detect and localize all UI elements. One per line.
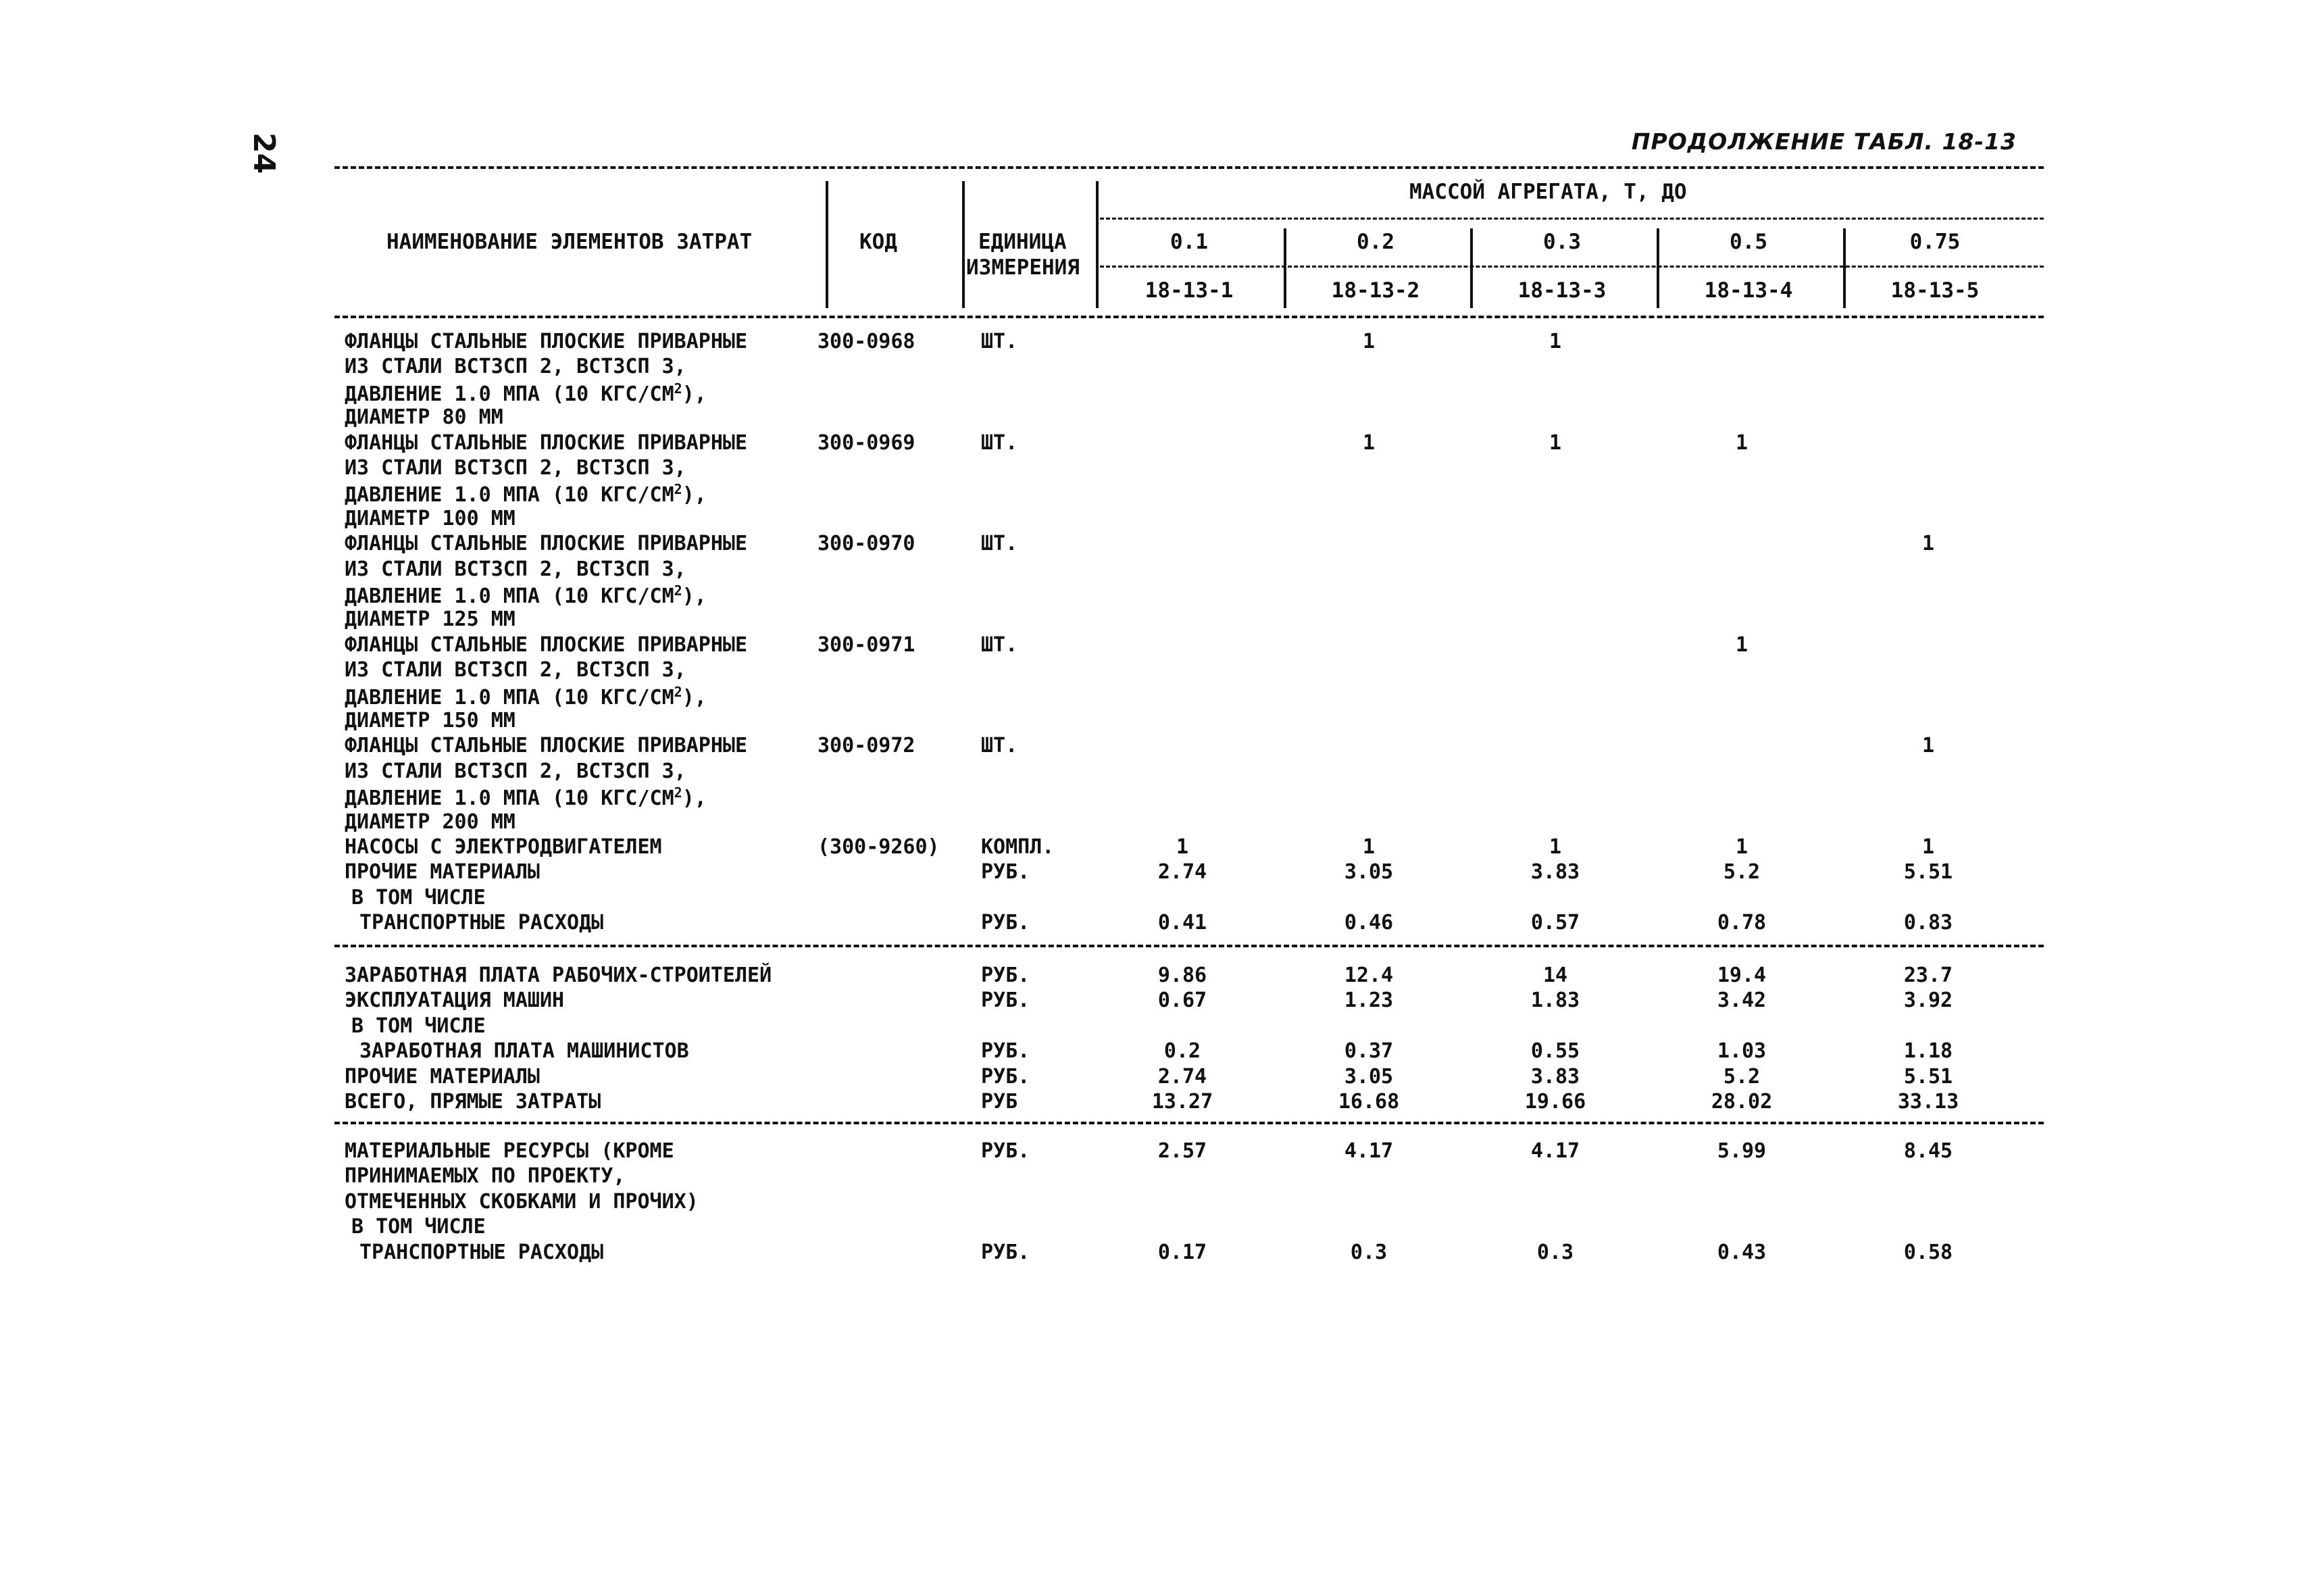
row-unit: РУБ. [981, 1139, 1030, 1163]
row-value: 1 [1549, 330, 1562, 353]
table-row [345, 380, 2040, 405]
table-row [345, 784, 2040, 809]
row-name: В ТОМ ЧИСЛЕ [351, 885, 486, 909]
header-bottom-rule [334, 316, 2044, 318]
row-value: 0.3 [1536, 1240, 1574, 1264]
row-name: ДИАМЕТР 125 ММ [345, 607, 515, 632]
row-name-superscript: 2 [674, 784, 682, 801]
row-value: 0.57 [1530, 911, 1580, 935]
row-value: 3.83 [1530, 860, 1580, 884]
table-row [345, 911, 2040, 936]
table-row [345, 1215, 2040, 1240]
row-unit: РУБ [981, 1090, 1018, 1114]
table-row [345, 633, 2040, 658]
row-unit: РУБ. [981, 964, 1030, 987]
row-name: ИЗ СТАЛИ ВСТ3СП 2, ВСТ3СП 3, [345, 355, 686, 379]
row-value: 1 [1549, 835, 1562, 859]
header-divider [1096, 181, 1099, 308]
row-value: 28.02 [1711, 1090, 1773, 1114]
header-unit-col: ЕДИНИЦА [978, 230, 1067, 254]
row-value: 14 [1542, 964, 1568, 987]
table-row [345, 860, 2040, 885]
row-unit: РУБ. [981, 860, 1030, 884]
row-value: 0.37 [1344, 1039, 1394, 1064]
table-row [345, 1139, 2040, 1164]
header-divider [1470, 228, 1473, 308]
row-value: 1.83 [1530, 989, 1580, 1013]
row-value: 5.2 [1723, 1064, 1761, 1089]
row-name: ВСЕГО, ПРЯМЫЕ ЗАТРАТЫ [345, 1090, 601, 1114]
row-name-superscript: 2 [674, 481, 682, 498]
row-value: 4.17 [1530, 1139, 1580, 1163]
row-name: ДИАМЕТР 150 ММ [345, 709, 515, 732]
row-name-superscript: 2 [674, 582, 682, 599]
row-name: ПРОЧИЕ МАТЕРИАЛЫ [345, 860, 540, 884]
row-name: ДАВЛЕНИЕ 1.0 МПА (10 КГС/$СМ^2$), [345, 481, 707, 507]
row-unit: РУБ. [981, 911, 1030, 935]
row-value: 1 [1921, 532, 1935, 556]
header-mass: 0.2 [1357, 230, 1394, 254]
row-code: 300-0970 [818, 532, 915, 556]
row-value: 0.46 [1344, 911, 1394, 935]
table-row [345, 582, 2040, 607]
row-name: ПРОЧИЕ МАТЕРИАЛЫ [345, 1064, 540, 1089]
row-value: 1 [1362, 835, 1376, 859]
row-name: ИЗ СТАЛИ ВСТ3СП 2, ВСТ3СП 3, [345, 557, 686, 581]
row-value: 1.18 [1903, 1039, 1953, 1064]
row-value: 19.66 [1524, 1090, 1586, 1114]
row-value: 1.03 [1717, 1039, 1767, 1064]
header-code-col: КОД [859, 230, 897, 254]
row-name: ИЗ СТАЛИ ВСТ3СП 2, ВСТ3СП 3, [345, 456, 686, 480]
table-row [345, 658, 2040, 683]
table-row [345, 835, 2040, 860]
row-name: ДИАМЕТР 200 ММ [345, 809, 515, 834]
row-value: 1 [1362, 430, 1376, 455]
row-value: 1 [1735, 632, 1749, 657]
table-caption: ПРОДОЛЖЕНИЕ ТАБЛ. 18-13 [1631, 128, 2017, 155]
row-value: 23.7 [1903, 964, 1953, 987]
row-value: 3.05 [1344, 860, 1394, 884]
header-top-rule [334, 166, 2044, 169]
row-value: 0.41 [1157, 911, 1207, 935]
table-row [345, 330, 2040, 355]
row-unit: РУБ. [981, 1039, 1030, 1064]
table-row [345, 734, 2040, 759]
row-value: 1 [1735, 835, 1749, 859]
section-separator-rule [334, 1122, 2044, 1124]
table-row [345, 1014, 2040, 1039]
header-divider [1284, 228, 1286, 308]
row-name: ТРАНСПОРТНЫЕ РАСХОДЫ [359, 911, 604, 935]
header-unit-col: ИЗМЕРЕНИЯ [966, 255, 1080, 280]
row-value: 0.43 [1717, 1240, 1767, 1264]
header-sub-rule [1100, 266, 2044, 268]
row-value: 0.2 [1163, 1039, 1201, 1064]
row-value: 3.42 [1717, 989, 1767, 1013]
row-name: ЭКСПЛУАТАЦИЯ МАШИН [345, 989, 565, 1013]
section-separator-rule [334, 945, 2044, 947]
table-row [345, 1065, 2040, 1090]
row-code: 300-0972 [818, 734, 915, 758]
row-value: 12.4 [1344, 964, 1394, 987]
table-row [345, 1164, 2040, 1189]
row-name: МАТЕРИАЛЬНЫЕ РЕСУРСЫ (КРОМЕ [345, 1139, 674, 1163]
row-value: 1 [1921, 734, 1935, 758]
row-value: 19.4 [1717, 964, 1767, 987]
table-row [345, 607, 2040, 632]
row-unit: КОМПЛ. [981, 835, 1055, 859]
row-name: ФЛАНЦЫ СТАЛЬНЫЕ ПЛОСКИЕ ПРИВАРНЫЕ [345, 430, 748, 455]
table-row [345, 886, 2040, 911]
row-value: 16.68 [1338, 1090, 1400, 1114]
row-unit: РУБ. [981, 1064, 1030, 1089]
table-row [345, 532, 2040, 557]
row-value: 3.92 [1903, 989, 1953, 1013]
row-value: 9.86 [1157, 964, 1207, 987]
table-row [345, 1039, 2040, 1064]
page-number: 24 [247, 132, 281, 174]
row-unit: ШТ. [981, 734, 1018, 758]
header-mass: 0.3 [1543, 230, 1581, 254]
row-value: 5.51 [1903, 860, 1953, 884]
row-unit: РУБ. [981, 989, 1030, 1013]
row-name: ПРИНИМАЕМЫХ ПО ПРОЕКТУ, [345, 1164, 626, 1189]
header-code: 18-13-1 [1145, 278, 1234, 303]
header-mass: 0.75 [1909, 230, 1961, 254]
row-value: 1.23 [1344, 989, 1394, 1013]
row-value: 0.17 [1157, 1240, 1207, 1264]
row-value: 5.51 [1903, 1064, 1953, 1089]
row-value: 0.3 [1350, 1240, 1388, 1264]
row-name: ДИАМЕТР 100 ММ [345, 506, 515, 530]
row-value: 1 [1549, 430, 1562, 455]
row-value: 1 [1921, 835, 1935, 859]
row-name: ФЛАНЦЫ СТАЛЬНЫЕ ПЛОСКИЕ ПРИВАРНЫЕ [345, 330, 748, 353]
row-name: ЗАРАБОТНАЯ ПЛАТА РАБОЧИХ-СТРОИТЕЛЕЙ [345, 964, 772, 987]
row-name: В ТОМ ЧИСЛЕ [351, 1014, 486, 1038]
row-name: ИЗ СТАЛИ ВСТ3СП 2, ВСТ3СП 3, [345, 759, 686, 783]
row-value: 13.27 [1151, 1090, 1213, 1114]
row-name: ДАВЛЕНИЕ 1.0 МПА (10 КГС/$СМ^2$), [345, 683, 707, 709]
row-value: 4.17 [1344, 1139, 1394, 1163]
table-row [345, 1190, 2040, 1215]
row-value: 8.45 [1903, 1139, 1953, 1163]
row-name-superscript: 2 [674, 683, 682, 700]
header-code: 18-13-3 [1517, 278, 1607, 303]
row-name: ДАВЛЕНИЕ 1.0 МПА (10 КГС/$СМ^2$), [345, 380, 707, 406]
header-mass: 0.5 [1730, 230, 1767, 254]
row-name: ФЛАНЦЫ СТАЛЬНЫЕ ПЛОСКИЕ ПРИВАРНЫЕ [345, 532, 748, 556]
row-name: ДИАМЕТР 80 ММ [345, 405, 503, 430]
table-row [345, 557, 2040, 582]
header-code: 18-13-2 [1331, 278, 1420, 303]
table-row [345, 810, 2040, 835]
table-row [345, 964, 2040, 989]
table-row [345, 507, 2040, 532]
row-name: ОТМЕЧЕННЫХ СКОБКАМИ И ПРОЧИХ) [345, 1189, 699, 1214]
row-value: 33.13 [1897, 1090, 1959, 1114]
row-unit: ШТ. [981, 430, 1018, 455]
row-value: 1 [1735, 430, 1749, 455]
table-row [345, 431, 2040, 456]
row-name: ТРАНСПОРТНЫЕ РАСХОДЫ [359, 1240, 604, 1264]
row-value: 2.74 [1157, 860, 1207, 884]
row-value: 0.78 [1717, 911, 1767, 935]
header-group-title: МАССОЙ АГРЕГАТА, Т, ДО [1409, 180, 1687, 204]
row-unit: ШТ. [981, 532, 1018, 556]
header-group-rule [1100, 218, 2044, 220]
row-name: ФЛАНЦЫ СТАЛЬНЫЕ ПЛОСКИЕ ПРИВАРНЫЕ [345, 632, 748, 657]
header-divider [962, 181, 965, 308]
table-row [345, 481, 2040, 506]
row-value: 0.67 [1157, 989, 1207, 1013]
table-row [345, 989, 2040, 1014]
row-value: 1 [1362, 330, 1376, 353]
row-unit: ШТ. [981, 632, 1018, 657]
row-unit: ШТ. [981, 330, 1018, 353]
table-row [345, 456, 2040, 481]
row-value: 3.05 [1344, 1064, 1394, 1089]
row-code: (300-9260) [818, 835, 940, 859]
row-value: 5.2 [1723, 860, 1761, 884]
row-name: ЗАРАБОТНАЯ ПЛАТА МАШИНИСТОВ [359, 1039, 689, 1064]
row-value: 1 [1176, 835, 1189, 859]
table-row [345, 1241, 2040, 1266]
row-name: ИЗ СТАЛИ ВСТ3СП 2, ВСТ3СП 3, [345, 658, 686, 682]
row-name: ФЛАНЦЫ СТАЛЬНЫЕ ПЛОСКИЕ ПРИВАРНЫЕ [345, 734, 748, 758]
table-row [345, 1090, 2040, 1115]
row-value: 5.99 [1717, 1139, 1767, 1163]
row-name: ДАВЛЕНИЕ 1.0 МПА (10 КГС/$СМ^2$), [345, 784, 707, 811]
row-value: 2.74 [1157, 1064, 1207, 1089]
table-row [345, 355, 2040, 380]
header-code: 18-13-5 [1890, 278, 1980, 303]
row-name: ДАВЛЕНИЕ 1.0 МПА (10 КГС/$СМ^2$), [345, 582, 707, 608]
header-code: 18-13-4 [1704, 278, 1793, 303]
header-divider [1843, 228, 1846, 308]
header-mass: 0.1 [1170, 230, 1208, 254]
row-name-superscript: 2 [674, 380, 682, 397]
row-name: В ТОМ ЧИСЛЕ [351, 1215, 486, 1239]
header-divider [826, 181, 828, 308]
row-value: 3.83 [1530, 1064, 1580, 1089]
row-code: 300-0969 [818, 430, 915, 455]
row-value: 0.58 [1903, 1240, 1953, 1264]
table-row [345, 684, 2040, 709]
table-row [345, 709, 2040, 734]
header-divider [1657, 228, 1659, 308]
row-value: 0.55 [1530, 1039, 1580, 1064]
row-unit: РУБ. [981, 1240, 1030, 1264]
row-code: 300-0971 [818, 632, 915, 657]
row-name: НАСОСЫ С ЭЛЕКТРОДВИГАТЕЛЕМ [345, 835, 662, 859]
table-row [345, 405, 2040, 430]
table-row [345, 759, 2040, 784]
row-value: 0.83 [1903, 911, 1953, 935]
row-code: 300-0968 [818, 330, 915, 353]
row-value: 2.57 [1157, 1139, 1207, 1163]
header-name-col: НАИМЕНОВАНИЕ ЭЛЕМЕНТОВ ЗАТРАТ [386, 230, 753, 254]
